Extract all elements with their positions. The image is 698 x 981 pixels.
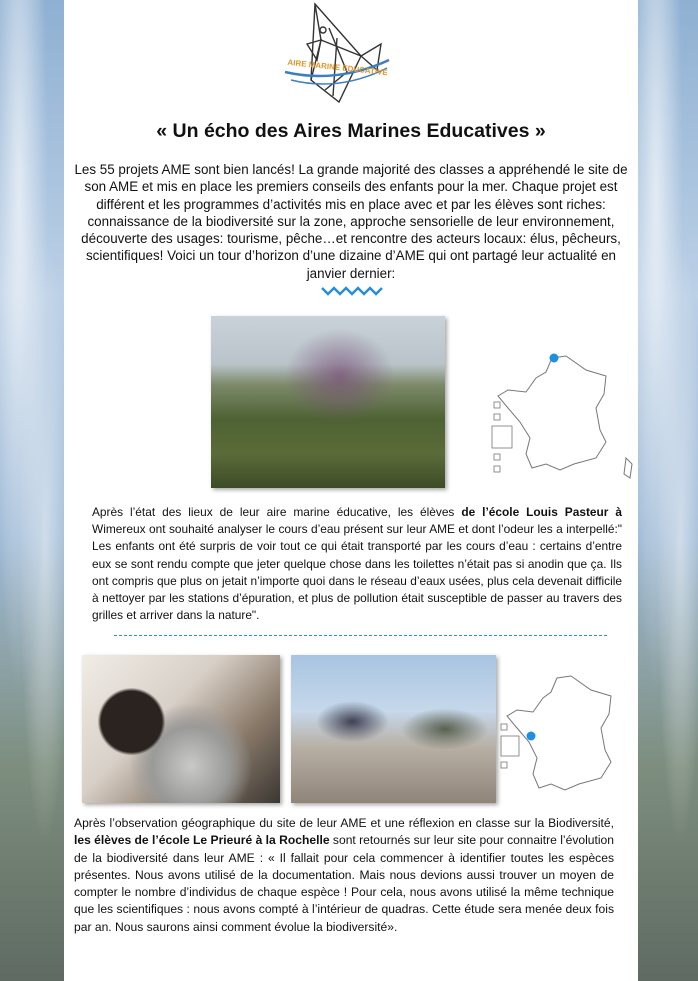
section-divider bbox=[114, 635, 607, 636]
photo-larochelle-microscope bbox=[82, 655, 280, 803]
article-larochelle-school: les élèves de l’école Le Prieuré à la Rochelle bbox=[74, 833, 330, 848]
france-map-wimereux-icon bbox=[490, 350, 640, 485]
background-sea-right bbox=[638, 0, 698, 981]
background-sea-left bbox=[0, 0, 64, 981]
photo-larochelle-beach bbox=[291, 655, 496, 803]
article-wimereux bbox=[92, 504, 622, 624]
intro-paragraph: Les 55 projets AME sont bien lancés! La grande majorité des classes a appréhendé le site de son AME et mis en place les premiers conseils des enfants pour la mer. Chaque projet est différent et les programmes d’activités mis en place avec et par les élèves sont riches: connaissance de la biodiversité sur la zone, approche sensorielle de leur environnement, découverte des usages: tourisme, pêche…et rencontre des acteurs locaux: élus, pêcheurs, scientifiques! Voici un tour d’horizon d’une dizaine d’AME qui ont partagé leur actualité en janvier dernier: bbox=[74, 162, 628, 281]
fish-logo-icon bbox=[277, 0, 397, 112]
photo-wimereux-students bbox=[211, 316, 445, 488]
article-larochelle-lead: Après l’observation géographique du site de leur AME et une réflexion en classe sur la Biodiversité, bbox=[74, 816, 614, 830]
page-title: « Un écho des Aires Marines Educatives » bbox=[156, 120, 546, 142]
article-wimereux-lead: Après l’état des lieux de leur aire marine éducative, les élèves bbox=[92, 505, 462, 519]
article-wimereux-school: de l’école Louis Pasteur à bbox=[461, 505, 622, 519]
wave-divider-icon bbox=[320, 285, 384, 297]
france-map-larochelle-icon bbox=[499, 672, 639, 804]
logo-text: AIRE MARINE EDUCATIVE bbox=[287, 57, 389, 78]
newsletter-page bbox=[64, 0, 638, 981]
article-wimereux-body: Wimereux ont souhaité analyser le cours d’eau présent sur leur AME et dont l’odeur les a interpellé:" Les enfants ont été surpris de voir tout ce qui était transporté par les cours d’eau : certains d’entre eux se sont rendu compte que jeter quelque chose dans les toilettes n’était pas si anodin que ça. Ils ont compris que plus on jetait n’importe quoi dans le réseau d’eaux usées, plus cela devenait difficile à nettoyer par les stations d’épuration, et plus de pollution était susceptible de passer au travers des grilles et arriver dans la nature". bbox=[92, 522, 622, 623]
article-larochelle bbox=[74, 815, 614, 936]
article-larochelle-body: sont retournés sur leur site pour connaitre l’évolution de la biodiversité dans leur AME : « Il fallait pour cela commencer à identifier toutes les espèces présentes. Nous avons utilisé de la documentation. Mais nous devions aussi trouver un moyen de compter le nombre d’individus de chaque espèce ! Pour cela, nous avons utilisé la même technique que les scientifiques : nous avons compté à l’intérieur de quadras. Cette étude sera menée deux fois par an. Nous saurons ainsi comment évolue la biodiversité». bbox=[74, 833, 614, 934]
